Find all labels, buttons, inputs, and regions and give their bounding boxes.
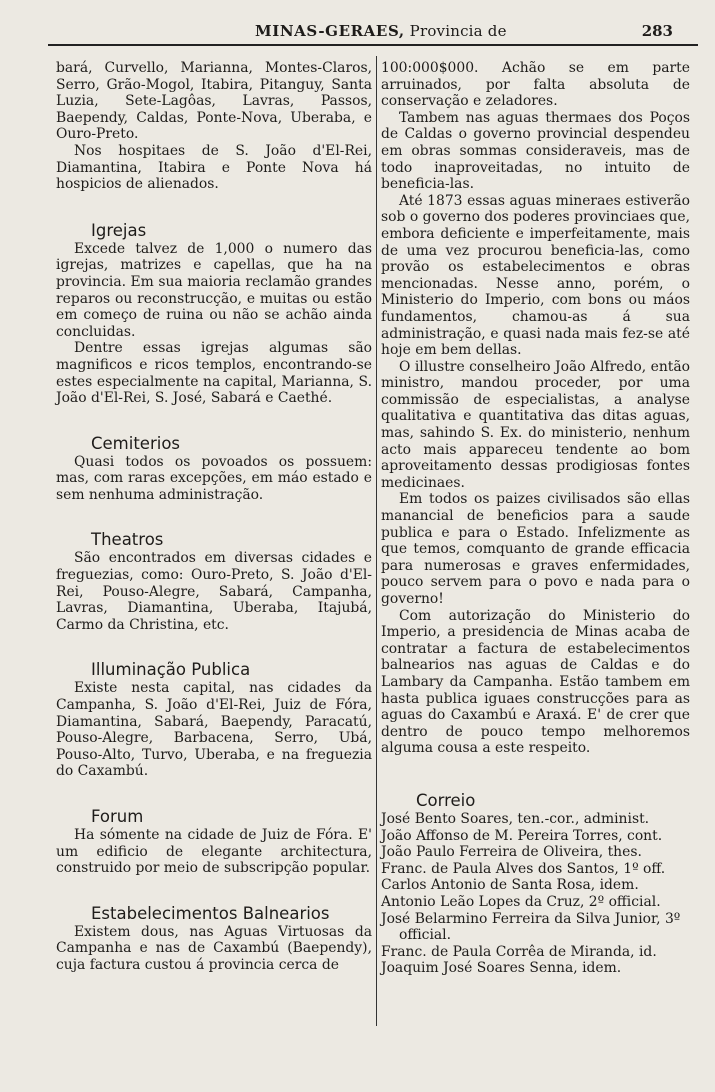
running-title <box>255 22 507 40</box>
paragraph: Nos hospitaes de S. João d'El-Rei, Diamantina, Itabira e Ponte Nova há hospicios de alienados. <box>56 142 372 193</box>
column-divider <box>376 56 377 1026</box>
paragraph: Ha sómente na cidade de Juiz de Fóra. E' um edificio de elegante architectura, construido por meio de subscripção popular. <box>56 827 372 877</box>
section-heading-cemiterios: Cemiterios <box>91 433 181 453</box>
paragraph: Quasi todos os povoados os possuem: mas, com raras excepções, em máo estado e sem nenhuma administração. <box>56 453 372 503</box>
staff-entry: João Affonso de M. Pereira Torres, cont. <box>381 827 663 844</box>
header-rule <box>48 44 698 46</box>
header-title: MINAS-GERAES, <box>255 22 405 40</box>
paragraph: Tambem nas aguas thermaes dos Poços de Caldas o governo provincial despendeu em obras sommas consideraveis, mas de todo inaproveitadas, no intuito de beneficia-las. <box>381 109 690 193</box>
paragraph: Dentre essas igrejas algumas são magnificos e ricos templos, encontrando-se estes especialmente na capital, Marianna, S. João d'El-Rei, S. José, Sabará e Caethé. <box>56 340 372 407</box>
paragraph: Excede talvez de 1,000 o numero das igrejas, matrizes e capellas, que ha na provincia. Em sua maioria reclamão grandes reparos ou reconstrucção, e muitas ou estão em começo de ruina ou não se achão ainda concluidas. <box>56 240 372 340</box>
staff-entry: Franc. de Paula Corrêa de Miranda, id. <box>381 943 657 960</box>
section-heading-igrejas: Igrejas <box>91 220 147 240</box>
paragraph: bará, Curvello, Marianna, Montes-Claros, Serro, Grão-Mogol, Itabira, Pitanguy, Santa Luzia, Sete-Lagôas, Lavras, Passos, Baependy, Caldas, Ponte-Nova, Uberaba, e Ouro-Preto. <box>56 60 372 143</box>
correio-staff-list <box>381 811 690 977</box>
paragraph: Em todos os paizes civilisados são ellas manancial de beneficios para a saude publica e para o Estado. Infelizmente as que temos, comquanto de grande efficacia para numerosas e graves enfermidades, pouco servem para o povo e nada para o governo! <box>381 491 690 607</box>
page-number: 283 <box>641 22 673 40</box>
staff-entry: José Belarmino Ferreira da Silva Junior, 3º official. <box>381 910 681 944</box>
paragraph: O illustre conselheiro João Alfredo, então ministro, mandou proceder, por uma commissão de especialistas, a analyse qualitativa e quantitativa das ditas aguas, mas, sahindo S. Ex. do ministerio, nenhum acto mais appareceu tendente ao bom aproveitamento dessas prodigiosas fontes medicinaes. <box>381 358 690 491</box>
header-subtitle: Provincia de <box>409 22 507 40</box>
right-column <box>381 60 690 977</box>
section-heading-theatros: Theatros <box>91 530 164 550</box>
section-heading-illuminacao: Illuminação Publica <box>91 660 251 680</box>
paragraph: Até 1873 essas aguas mineraes estiverão sob o governo dos poderes provinciaes que, embora deficiente e imperfeitamente, mais de uma vez procurou beneficia-las, como provão os estabelecimentos e obras mencionadas. Nesse anno, porém, o Ministerio do Imperio, com bons ou máos fundamentos, chamou-as á sua administração, e quasi nada mais fez-se até hoje em bem dellas. <box>381 192 690 359</box>
paragraph: São encontrados em diversas cidades e freguezias, como: Ouro-Preto, S. João d'El-Rei, Pouso-Alegre, Sabará, Campanha, Lavras, Diamantina, Uberaba, Itajubá, Carmo da Christina, etc. <box>56 550 372 633</box>
paragraph: 100:000$000. Achão se em parte arruinados, por falta absoluta de conservação e zeladores. <box>381 60 690 110</box>
staff-entry: José Bento Soares, ten.-cor., administ. <box>381 810 650 827</box>
paragraph: Existem dous, nas Aguas Virtuosas da Campanha e nas de Caxambú (Baependy), cuja factura custou á provincia cerca de <box>56 923 372 973</box>
section-heading-forum: Forum <box>91 807 144 826</box>
staff-entry: Antonio Leão Lopes da Cruz, 2º official. <box>381 893 661 910</box>
section-heading-balnearios: Estabelecimentos Balnearios <box>91 903 330 923</box>
staff-entry: Carlos Antonio de Santa Rosa, idem. <box>381 877 639 894</box>
paragraph: Com autorização do Ministerio do Imperio, a presidencia de Minas acaba de contratar a factura de estabelecimentos balnearios nas aguas de Caldas e do Lambary da Campanha. Estão tambem em hasta publica iguaes construcções para as aguas do Caxambú e Araxá. E' de crer que dentro de pouco tempo melhoremos alguma cousa a este respeito. <box>381 607 690 757</box>
staff-entry: João Paulo Ferreira de Oliveira, thes. <box>381 844 642 861</box>
running-header <box>55 22 695 44</box>
section-heading-correio: Correio <box>416 790 476 810</box>
paragraph: Existe nesta capital, nas cidades da Campanha, S. João d'El-Rei, Juiz de Fóra, Diamantina, Sabará, Baependy, Paracatú, Pouso-Alegre, Barbacena, Serro, Ubá, Pouso-Alto, Turvo, Uberaba, e na freguezia do Caxambú. <box>56 680 372 780</box>
left-column <box>56 60 372 974</box>
staff-entry: Joaquim José Soares Senna, idem. <box>381 960 622 977</box>
staff-entry: Franc. de Paula Alves dos Santos, 1º off. <box>381 860 666 877</box>
